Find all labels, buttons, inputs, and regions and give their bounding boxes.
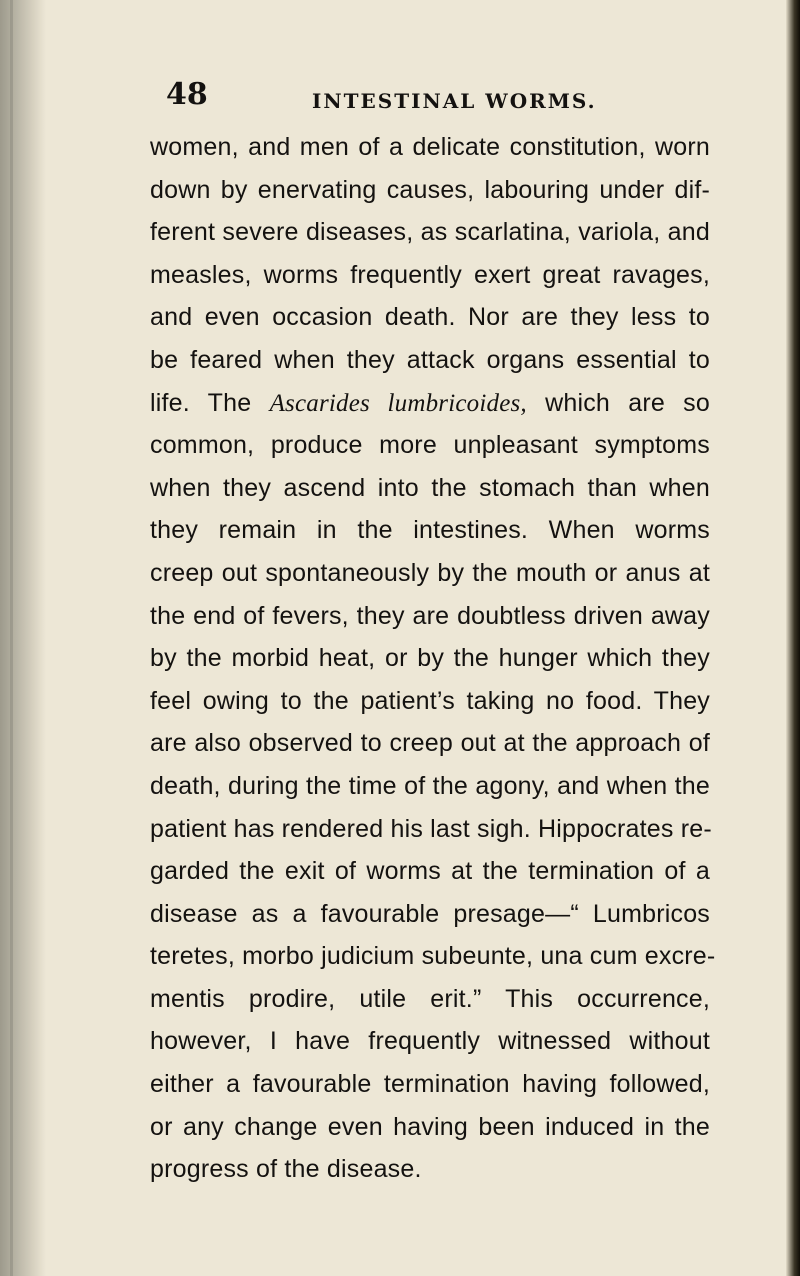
text-line [150,382,710,425]
text-line: feel owing to the patient’s taking no food. They [150,686,710,715]
text-line: by the morbid heat, or by the hunger which they [150,644,710,673]
text-line: are also observed to creep out at the approach of [150,729,710,758]
text-line-start: life. The [150,388,252,417]
text-line: women, and men of a delicate constitution, worn [150,133,710,161]
text-line: ferent severe diseases, as scarlatina, variola, and [150,218,710,247]
text-line: and even occasion death. Nor are they less to [150,303,710,332]
text-line: or any change even having been induced in the [150,1112,710,1141]
text-line-end: which are so [545,388,710,417]
text-line: death, during the time of the agony, and when the [150,771,710,800]
text-line: garded the exit of worms at the termination of a [150,857,710,886]
text-line: patient has rendered his last sigh. Hippocrates re- [150,814,712,843]
text-line: teretes, morbo judicium subeunte, una cum excre- [150,942,716,971]
text-line: creep out spontaneously by the mouth or anus at [150,558,710,587]
text-line: progress of the disease. [150,1155,422,1184]
book-page [150,77,716,1228]
text-line: when they ascend into the stomach than when [150,473,710,502]
text-line: they remain in the intestines. When worms [150,516,710,545]
text-line: be feared when they attack organs essential to [150,345,710,374]
text-line: down by enervating causes, labouring under dif- [150,175,710,204]
page-number: 48 [166,77,208,112]
body-paragraph [150,126,716,1191]
running-head [150,78,710,118]
text-line: common, produce more unpleasant symptoms [150,431,710,460]
text-line: disease as a favourable presage—“ Lumbricos [150,899,710,928]
text-line: mentis prodire, utile erit.” This occurrence, [150,984,710,1013]
running-title: INTESTINAL WORMS. [312,89,597,113]
text-line: either a favourable termination having followed, [150,1070,710,1099]
text-line: however, I have frequently witnessed without [150,1027,710,1056]
text-line: measles, worms frequently exert great ravages, [150,260,710,289]
page-edge-shadow [786,0,800,1276]
text-line: the end of fevers, they are doubtless driven away [150,601,710,630]
species-name: Ascarides lumbricoides, [269,389,527,417]
book-gutter-shadow [0,0,46,1276]
